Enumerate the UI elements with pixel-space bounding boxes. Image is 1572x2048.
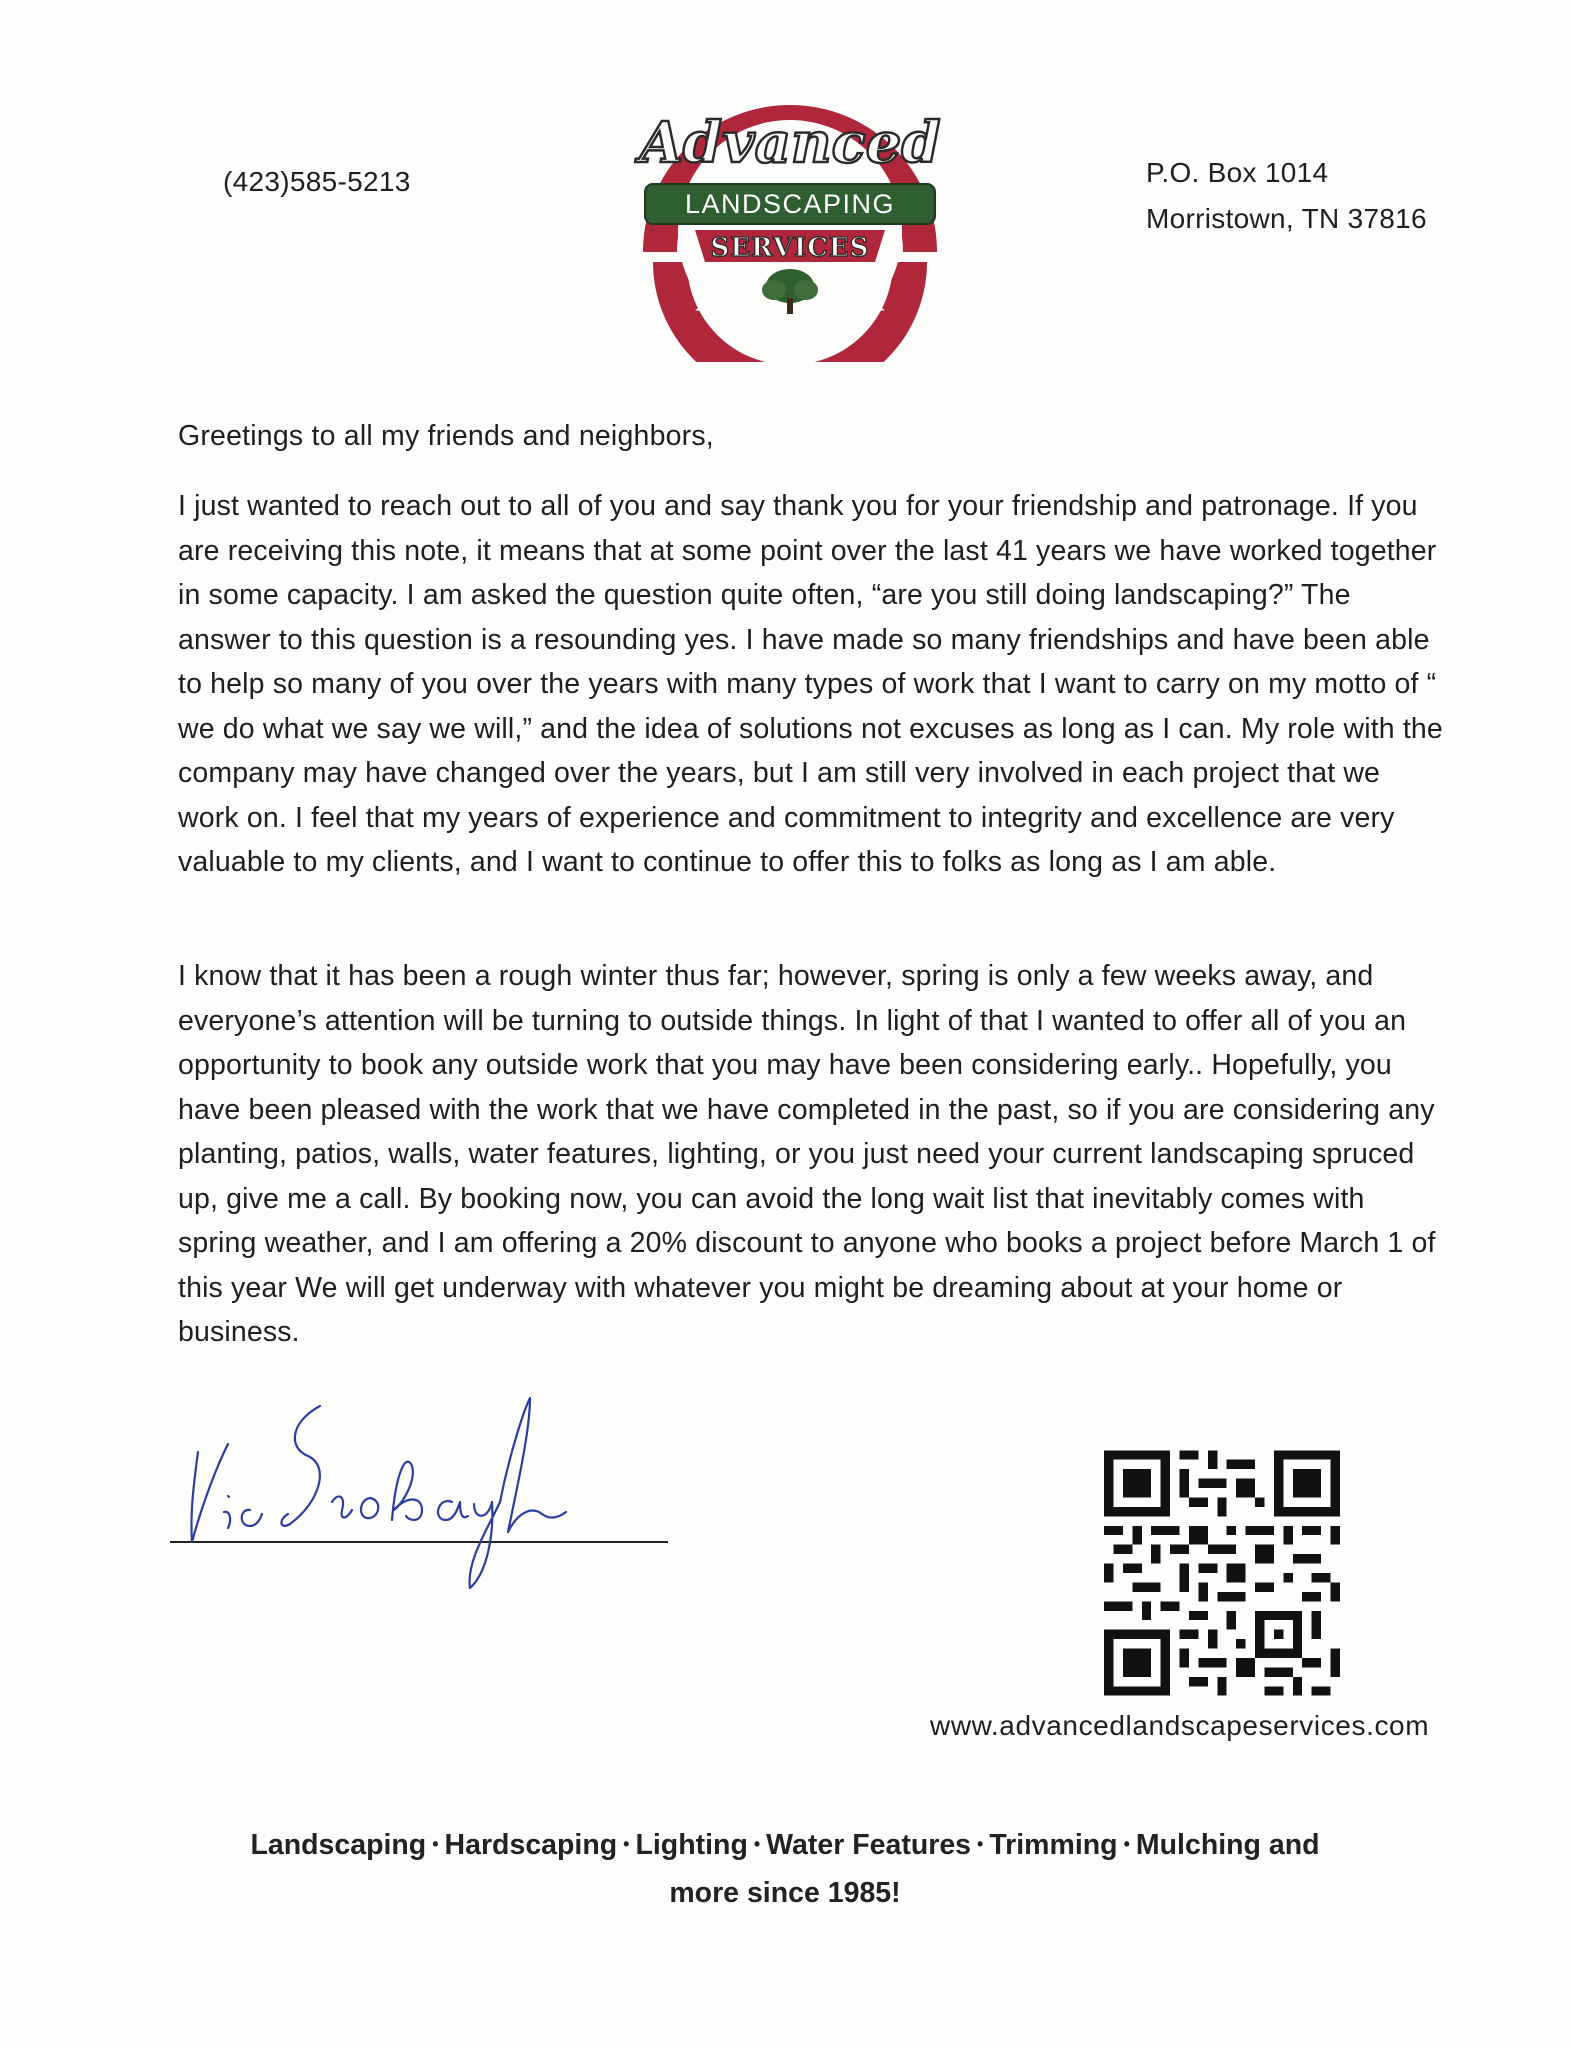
services-line (150, 1820, 1420, 1869)
address-line-2: Morristown, TN 37816 (1146, 203, 1427, 234)
logo-text-advanced: Advanced (639, 110, 941, 176)
logo-text-services: SERVICES (710, 233, 870, 263)
phone-number: (423)585-5213 (223, 166, 411, 197)
signature (170, 1392, 670, 1602)
service-item: Trimming (989, 1829, 1118, 1861)
service-item: Lighting (635, 1829, 748, 1861)
company-logo (600, 62, 980, 362)
bullet: • (753, 1834, 761, 1854)
mailing-address (1146, 150, 1427, 242)
letter-paragraph-1: I just wanted to reach out to all of you and say thank you for your friendship and patronage. If you are receiving this note, it means that at some point over the last 41 years we have worked together in some capacity. I am asked the question quite often, “are you still doing landscaping?” The answer to this question is a resounding yes. I have made so many friendships and have been able to help so many of you over the years with many types of work that I want to carry on my motto of “ we do what we say we will,” and the idea of solutions not excuses as long as I can. My role with the company may have changed over the years, but I am still very involved in each project that we work on. I feel that my years of experience and commitment to integrity and excellence are very valuable to my clients, and I want to continue to offer this to folks as long as I am able. (178, 490, 1443, 878)
qr-code (1104, 1450, 1340, 1696)
address-line-1: P.O. Box 1014 (1146, 157, 1329, 188)
service-item: Hardscaping (444, 1829, 618, 1861)
tagline: more since 1985! (669, 1877, 901, 1909)
services-list (150, 1820, 1420, 1917)
bullet: • (977, 1834, 984, 1854)
service-item: Water Features (766, 1829, 972, 1861)
bullet: • (623, 1834, 630, 1854)
logo-text-landscaping: LANDSCAPING (684, 189, 896, 219)
letter-paragraph-2: I know that it has been a rough winter thus far; however, spring is only a few weeks away, and everyone’s attention will be turning to outside things. In light of that I wanted to offer all of you an opportunity to book any outside work that you may have been considering early.. Hopefully, you have been pleased with the work that we have completed in the past, so if you are considering any planting, patios, walls, water features, lighting, or you just need your current landscaping spruced up, give me a call. By booking now, you can avoid the long wait list that inevitably comes with spring weather, and I am offering a 20% discount to anyone who books a project before March 1 of this year We will get underway with whatever you might be dreaming about at your home or business. (178, 960, 1436, 1348)
website-link[interactable]: www.advancedlandscapeservices.com (930, 1710, 1430, 1741)
service-item: Mulching and (1135, 1829, 1320, 1861)
bullet: • (1123, 1834, 1130, 1854)
bullet: • (432, 1834, 439, 1854)
letter-greeting: Greetings to all my friends and neighbors, (178, 420, 714, 452)
service-item: Landscaping (250, 1829, 427, 1861)
